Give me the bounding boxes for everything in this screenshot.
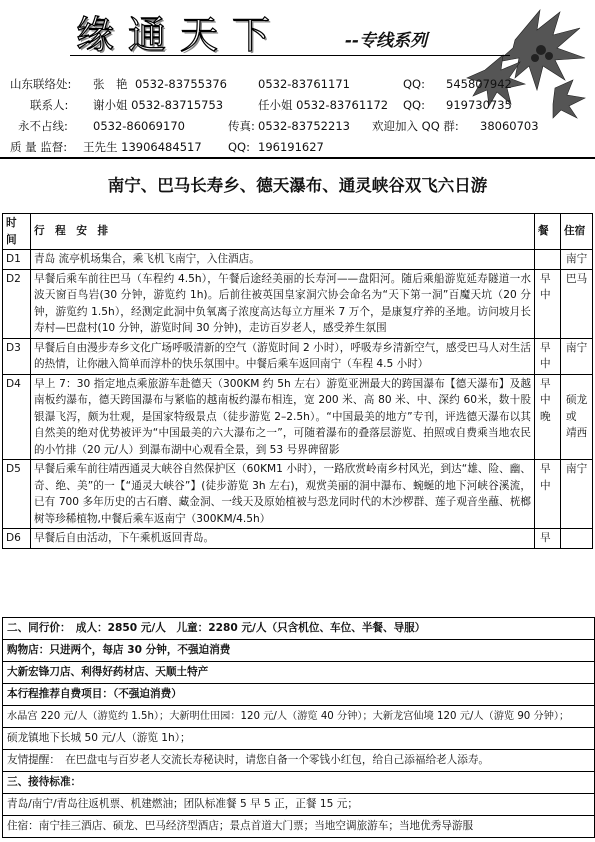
meal-cell xyxy=(535,250,561,270)
optional-header: 本行程推荐自费项目：（不强迫消费） xyxy=(3,684,594,706)
schedule-cell: 早餐后自由漫步寿乡文化广场呼吸清新的空气（游览时间 2 小时），呼吸寿乡清新空气，感受巴马人对生活的热情，让你融入简单而淳朴的快乐氛围中。中餐后乘车返回南宁（车程 4.5 小时） xyxy=(31,338,535,374)
fax-label: 传真: xyxy=(228,119,255,133)
col-header-time: 时间 xyxy=(3,214,31,250)
table-row xyxy=(3,250,593,270)
qq-label: QQ: xyxy=(403,77,425,91)
contact-line-3 xyxy=(10,117,590,136)
day-cell: D3 xyxy=(3,338,31,374)
qq-group-number: 38060703 xyxy=(480,119,539,133)
qq-label: QQ: xyxy=(403,98,425,112)
stay-cell: 巴马 xyxy=(561,269,593,338)
schedule-cell: 早餐后乘车前往靖西通灵大峡谷自然保护区（60KM1 小时），一路欣赏岭南乡村风光，到达“雄、险、幽、奇、绝、美”的一【“通灵大峡谷”】(徒步游览 3h 左右)，观赏美丽的洞中瀑布、蜿蜒的地下河峡谷溪流，已有 700 多年历史的古石磨、藏金洞、一线天及原始植被与恐龙同时代的木沙椤群、莲子观音坐蘸、桄榔树等珍稀植物,中餐后乘车返南宁（300KM/4.5h） xyxy=(31,460,535,529)
itinerary-table xyxy=(2,213,593,549)
standards-line: 住宿：南宁挂三酒店、硕龙、巴马经济型酒店；景点首道大门票；当地空调旅游车；当地优秀导游服 xyxy=(7,820,474,832)
schedule-cell: 早餐后自由活动，下午乘机返回青岛。 xyxy=(31,529,535,549)
contact-person: 谢小姐 0532-83715753 xyxy=(93,98,224,112)
col-header-stay: 住宿 xyxy=(561,214,593,250)
contact-label: 永不占线: xyxy=(18,119,68,133)
table-row xyxy=(3,269,593,338)
col-header-schedule: 行 程 安 排 xyxy=(31,214,535,250)
schedule-cell: 青岛 流亭机场集合，乘飞机飞南宁，入住酒店。 xyxy=(31,250,535,270)
qq-label: QQ: xyxy=(228,140,250,154)
table-row xyxy=(3,460,593,529)
stay-cell: 南宁 xyxy=(561,460,593,529)
meal-cell: 早 xyxy=(535,529,561,549)
day-cell: D4 xyxy=(3,374,31,460)
standards-line: 青岛/南宁/青岛往返机票、机建燃油；团队标准餐 5 早 5 正，正餐 15 元； xyxy=(3,794,594,816)
optional-items-line: 水晶宫 220 元/人（游览约 1.5h）；大新明仕田园：120 元/人（游览 40 分钟）；大新龙宫仙境 120 元/人（游览 90 分钟）； xyxy=(3,706,594,728)
qq-group-label: 欢迎加入 QQ 群: xyxy=(372,119,459,133)
stay-cell: 南宁 xyxy=(561,338,593,374)
table-row xyxy=(3,529,593,549)
meal-cell: 早 中 xyxy=(535,269,561,338)
brand-title: 缘通天下 xyxy=(76,13,285,57)
table-row xyxy=(3,374,593,460)
schedule-cell: 早餐后乘车前往巴马（车程约 4.5h），午餐后途经美丽的长寿河——盘阳河。随后乘船游览延寿隧道一水波天窗百鸟岩(30 分钟，游览约 1h)。后前往被英国皇家洞穴协会命名为“天下第一洞”百魔天坑（20 分钟，游览约 1.5h），经测定此洞中负氧离子浓度高达每立方厘米 7 万个，是康复疗养的圣地。访问坡月长寿村—巴盘村(10 分钟，游览时间 30 分钟)，走访百岁老人，感受养生氛围 xyxy=(31,269,535,338)
day-cell: D2 xyxy=(3,269,31,338)
contact-line-1 xyxy=(10,75,590,94)
reminder-line: 友情提醒： 在巴盘屯与百岁老人交流长寿秘诀时，请您自备一个零钱小红包，给自己添福给老人添寿。 xyxy=(3,750,594,772)
qq-number: 919730735 xyxy=(446,98,512,112)
price-line: 二、同行价： 成人：2850 元/人 儿童：2280 元/人（只含机位、车位、半餐、导服） xyxy=(3,618,594,640)
table-row xyxy=(3,338,593,374)
contact-person: 任小姐 0532-83761172 xyxy=(258,98,389,112)
contact-label: 联系人: xyxy=(30,98,69,112)
contact-label: 山东联络处: xyxy=(10,77,72,91)
header-divider xyxy=(70,55,510,56)
header-bottom-rule xyxy=(0,157,595,159)
qq-number: 196191627 xyxy=(258,140,324,154)
supervisor-contact: 王先生 13906484517 xyxy=(83,140,202,154)
optional-items-line: 硕龙镇地下长城 50 元/人（游览 1h）； xyxy=(3,728,594,750)
contact-phone: 0532-83755376 xyxy=(135,77,227,91)
stay-cell: 南宁 xyxy=(561,250,593,270)
contact-line-4 xyxy=(10,138,590,157)
shops-line: 大新宏锋刀店、利得好药材店、天顺土特产 xyxy=(3,662,594,684)
contact-phone: 0532-86069170 xyxy=(93,119,185,133)
day-cell: D1 xyxy=(3,250,31,270)
meal-cell: 早 中 晚 xyxy=(535,374,561,460)
stay-cell xyxy=(561,529,593,549)
shopping-line: 购物店：只进两个，每店 30 分钟，不强迫消费 xyxy=(3,640,594,662)
contact-name: 张 艳 xyxy=(93,77,128,91)
fax-number: 0532-83752213 xyxy=(258,119,350,133)
tour-title: 南宁、巴马长寿乡、德天瀑布、通灵峡谷双飞六日游 xyxy=(107,176,488,195)
day-cell: D6 xyxy=(3,529,31,549)
qq-number: 545807942 xyxy=(446,77,512,91)
contact-label: 质 量 监督: xyxy=(10,140,68,154)
meal-cell: 早 中 xyxy=(535,460,561,529)
meal-cell: 早 中 xyxy=(535,338,561,374)
col-header-meal: 餐 xyxy=(535,214,561,250)
contact-phone: 0532-83761171 xyxy=(258,77,350,91)
stay-cell: 硕龙 或 靖西 xyxy=(561,374,593,460)
schedule-cell: 早上 7：30 指定地点乘旅游车赴德天（300KM 约 5h 左右）游览亚洲最大的跨国瀑布【德天瀑布】及越南板约瀑布，德天跨国瀑布与紧临的越南板约瀑布相连，宽 200 米、高 80 米、中、深约 60米，数十股银瀑飞泻，颇为壮观，是国家特级景点（徒步游览 2–2.5h）。“中国最美的地方”专刊，评选德天瀑布以其自然美的绝对优势被评为“中国最美的六大瀑布之一”，可随着瀑布的叠落层游览、拍照或自费乘当地农民的小竹排（20 元/人）到瀑布湖中心观看全景，到 53 号界碑留影 xyxy=(31,374,535,460)
contact-line-2 xyxy=(10,96,590,115)
series-label: --专线系列 xyxy=(345,31,428,51)
table-header-row xyxy=(3,214,593,250)
day-cell: D5 xyxy=(3,460,31,529)
terms-section xyxy=(2,617,595,838)
standards-header: 三、接待标准： xyxy=(3,772,594,794)
